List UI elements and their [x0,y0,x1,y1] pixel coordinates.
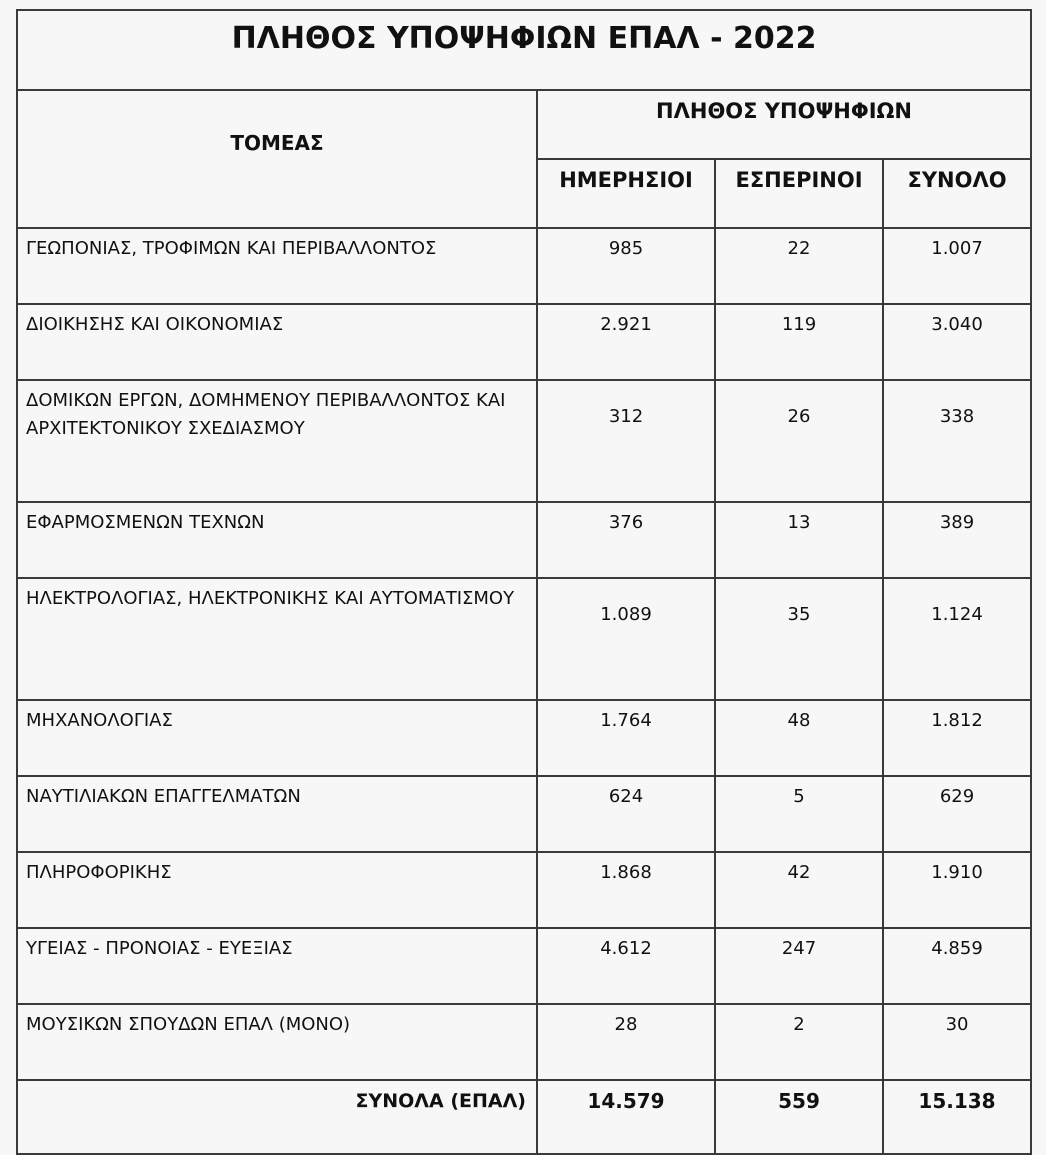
table-row [17,228,1031,304]
evening-cell: 247 [715,928,883,1004]
day-cell: 624 [537,776,715,852]
totals-day: 14.579 [537,1080,715,1154]
evening-header-label: ΕΣΠΕΡΙΝΟΙ [735,168,863,192]
evening-cell: 2 [715,1004,883,1080]
evening-cell: 48 [715,700,883,776]
evening-cell: 119 [715,304,883,380]
day-cell: 1.089 [537,578,715,700]
evening-cell: 26 [715,380,883,502]
table-row [17,1004,1031,1080]
totals-total: 15.138 [883,1080,1031,1154]
sector-cell: ΝΑΥΤΙΛΙΑΚΩΝ ΕΠΑΓΓΕΛΜΑΤΩΝ [17,776,537,852]
evening-cell: 35 [715,578,883,700]
total-cell: 1.812 [883,700,1031,776]
total-header [883,159,1031,228]
day-cell: 2.921 [537,304,715,380]
evening-cell: 42 [715,852,883,928]
day-cell: 985 [537,228,715,304]
total-cell: 389 [883,502,1031,578]
sector-header-label: ΤΟΜΕΑΣ [230,131,324,155]
sector-cell: ΜΗΧΑΝΟΛΟΓΙΑΣ [17,700,537,776]
table-row [17,304,1031,380]
table-row [17,700,1031,776]
day-cell: 1.868 [537,852,715,928]
evening-header [715,159,883,228]
table-row [17,380,1031,502]
day-cell: 312 [537,380,715,502]
total-cell: 629 [883,776,1031,852]
group-header [537,90,1031,159]
candidates-table [16,9,1032,1155]
day-cell: 28 [537,1004,715,1080]
sector-cell: ΗΛΕΚΤΡΟΛΟΓΙΑΣ, ΗΛΕΚΤΡΟΝΙΚΗΣ ΚΑΙ ΑΥΤΟΜΑΤΙΣΜΟΥ [17,578,537,700]
day-cell: 4.612 [537,928,715,1004]
evening-cell: 22 [715,228,883,304]
day-header-label: ΗΜΕΡΗΣΙΟΙ [559,168,693,192]
total-cell: 30 [883,1004,1031,1080]
day-header [537,159,715,228]
table-row [17,502,1031,578]
total-cell: 4.859 [883,928,1031,1004]
total-cell: 1.910 [883,852,1031,928]
evening-cell: 5 [715,776,883,852]
sector-cell: ΜΟΥΣΙΚΩΝ ΣΠΟΥΔΩΝ ΕΠΑΛ (ΜΟΝΟ) [17,1004,537,1080]
table-row [17,776,1031,852]
day-cell: 1.764 [537,700,715,776]
table-row [17,928,1031,1004]
total-cell: 1.007 [883,228,1031,304]
sector-cell: ΠΛΗΡΟΦΟΡΙΚΗΣ [17,852,537,928]
sector-cell: ΓΕΩΠΟΝΙΑΣ, ΤΡΟΦΙΜΩΝ ΚΑΙ ΠΕΡΙΒΑΛΛΟΝΤΟΣ [17,228,537,304]
day-cell: 376 [537,502,715,578]
table-title: ΠΛΗΘΟΣ ΥΠΟΨΗΦΙΩΝ ΕΠΑΛ - 2022 [17,10,1031,90]
table-row [17,578,1031,700]
totals-label: ΣΥΝΟΛΑ (ΕΠΑΛ) [17,1080,537,1154]
table-row [17,852,1031,928]
sector-cell: ΔΙΟΙΚΗΣΗΣ ΚΑΙ ΟΙΚΟΝΟΜΙΑΣ [17,304,537,380]
evening-cell: 13 [715,502,883,578]
sector-cell: ΥΓΕΙΑΣ - ΠΡΟΝΟΙΑΣ - ΕΥΕΞΙΑΣ [17,928,537,1004]
total-header-label: ΣΥΝΟΛΟ [907,168,1007,192]
total-cell: 1.124 [883,578,1031,700]
sector-cell: ΕΦΑΡΜΟΣΜΕΝΩΝ ΤΕΧΝΩΝ [17,502,537,578]
sector-header [17,90,537,228]
total-cell: 3.040 [883,304,1031,380]
total-cell: 338 [883,380,1031,502]
totals-evening: 559 [715,1080,883,1154]
totals-row [17,1080,1031,1154]
group-header-label: ΠΛΗΘΟΣ ΥΠΟΨΗΦΙΩΝ [656,99,912,123]
sector-cell: ΔΟΜΙΚΩΝ ΕΡΓΩΝ, ΔΟΜΗΜΕΝΟΥ ΠΕΡΙΒΑΛΛΟΝΤΟΣ ΚΑΙ ΑΡΧΙΤΕΚΤΟΝΙΚΟΥ ΣΧΕΔΙΑΣΜΟΥ [17,380,537,502]
